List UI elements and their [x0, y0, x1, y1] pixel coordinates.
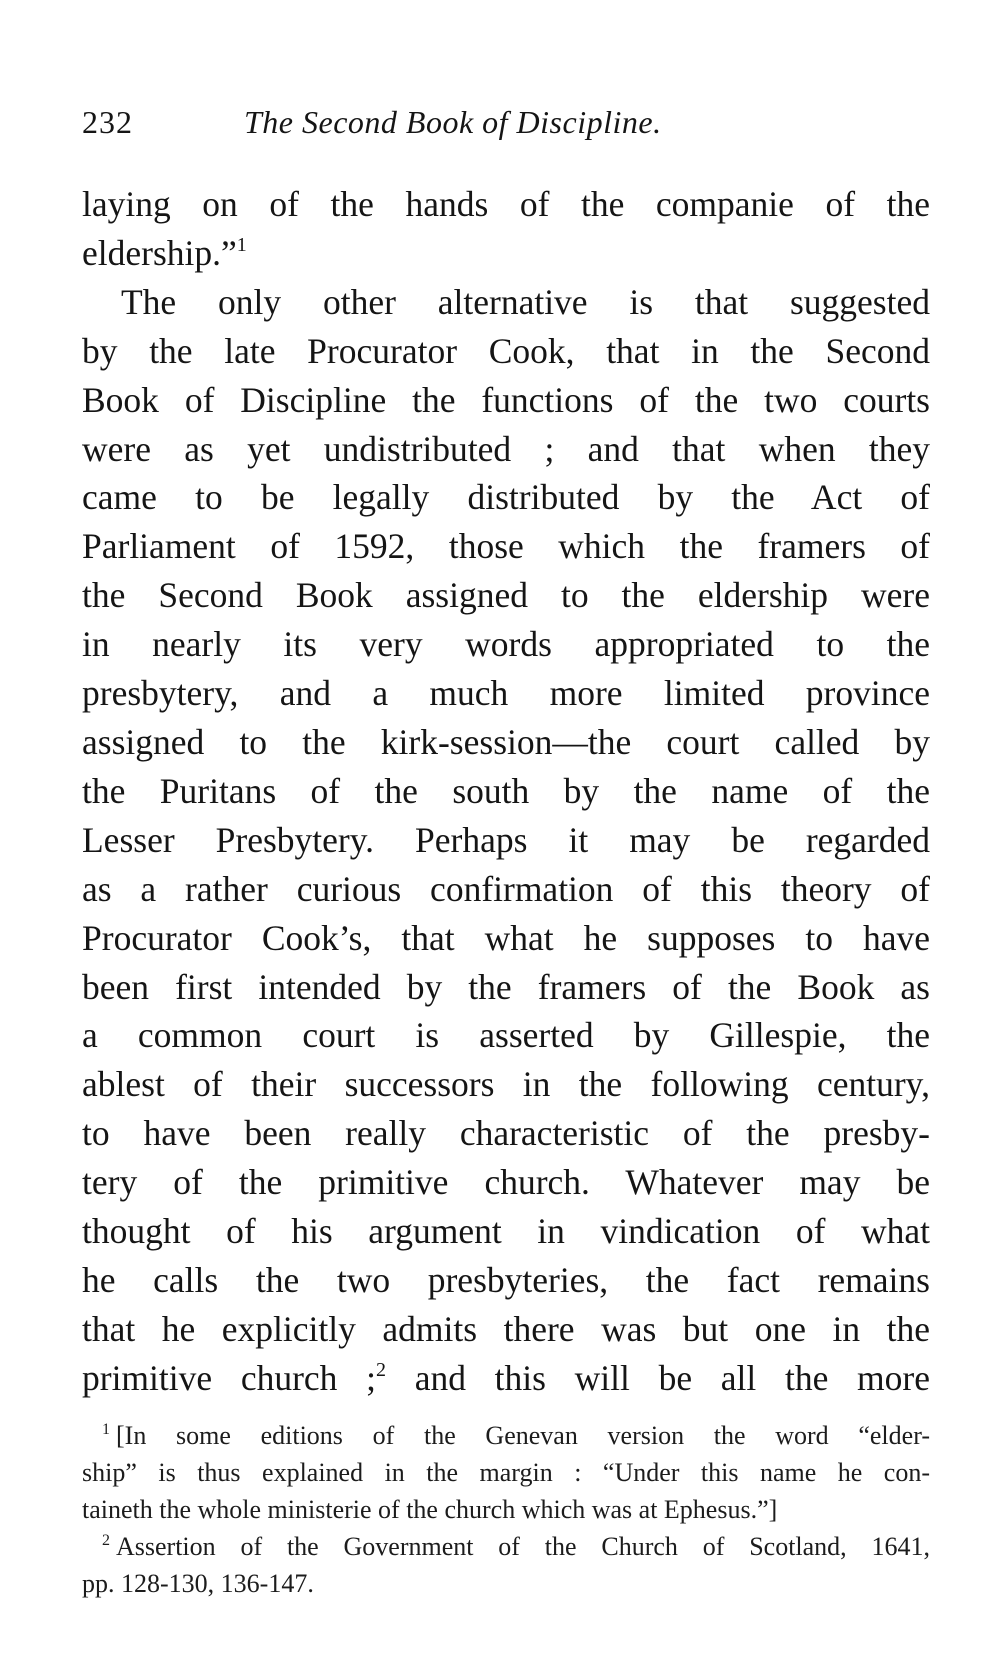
line-text: to have been really characteristic of the presby-	[82, 1113, 930, 1154]
line-text: eldership.”	[82, 232, 237, 273]
footnote-text: ship” is thus explained in the margin : “Under this name he con-	[82, 1457, 930, 1487]
text-line	[82, 376, 930, 425]
text-line	[82, 865, 930, 914]
line-text: ablest of their successors in the following century,	[82, 1064, 930, 1105]
line-text: a common court is asserted by Gillespie, the	[82, 1015, 930, 1056]
footnote-text: Assertion of the Government of the Church of Scotland, 1641,	[116, 1531, 930, 1561]
footnote-text: [In some editions of the Genevan version the word “elder-	[116, 1420, 930, 1450]
text-line	[82, 1305, 930, 1354]
line-text-continued: and this will be all the more	[386, 1357, 930, 1398]
line-text: came to be legally distributed by the Act of	[82, 477, 930, 518]
text-line	[82, 669, 930, 718]
line-text: the Puritans of the south by the name of the	[82, 770, 930, 811]
footnote-line	[82, 1417, 930, 1454]
text-line	[82, 571, 930, 620]
text-line	[82, 718, 930, 767]
line-text: Lesser Presbytery. Perhaps it may be regarded	[82, 819, 930, 860]
text-line	[82, 816, 930, 865]
footnote-marker: 2	[102, 1531, 110, 1549]
footnotes	[82, 1417, 930, 1602]
line-text: presbytery, and a much more limited province	[82, 673, 930, 714]
running-header	[82, 80, 930, 140]
text-line	[82, 1256, 930, 1305]
text-line	[82, 327, 930, 376]
text-line	[82, 278, 930, 327]
line-text: were as yet undistributed ; and that when they	[82, 428, 930, 469]
line-text: Parliament of 1592, those which the framers of	[82, 526, 930, 567]
page-number: 232	[82, 104, 133, 140]
line-text: Procurator Cook’s, that what he supposes to have	[82, 917, 930, 958]
footnote-text: taineth the whole ministerie of the church which was at Ephesus.”]	[82, 1494, 778, 1524]
text-line	[82, 1060, 930, 1109]
running-title: The Second Book of Discipline.	[244, 104, 662, 140]
footnote-line	[82, 1454, 930, 1491]
footnote-reference: 2	[376, 1358, 386, 1381]
text-line	[82, 473, 930, 522]
footnote-text: pp. 128-130, 136-147.	[82, 1568, 314, 1598]
book-page	[82, 80, 930, 1602]
text-line	[82, 767, 930, 816]
text-line	[82, 1207, 930, 1256]
line-text: that he explicitly admits there was but one in the	[82, 1308, 930, 1349]
text-line	[82, 1354, 930, 1403]
line-text: the Second Book assigned to the eldership were	[82, 575, 930, 616]
line-text: thought of his argument in vindication of what	[82, 1211, 930, 1252]
line-text: tery of the primitive church. Whatever may be	[82, 1162, 930, 1203]
footnote-marker: 1	[102, 1420, 110, 1438]
text-line	[82, 620, 930, 669]
text-line	[82, 522, 930, 571]
line-text: by the late Procurator Cook, that in the Second	[82, 330, 930, 371]
text-line	[82, 1109, 930, 1158]
body-text	[82, 180, 930, 1403]
footnote-line	[82, 1565, 930, 1602]
line-text: Book of Discipline the functions of the two courts	[82, 379, 930, 420]
text-line	[82, 180, 930, 229]
text-line	[82, 1158, 930, 1207]
line-text: primitive church ;	[82, 1357, 376, 1398]
line-text: laying on of the hands of the companie of the	[82, 184, 930, 224]
line-text: in nearly its very words appropriated to the	[82, 624, 930, 665]
line-text: been first intended by the framers of the Book as	[82, 966, 930, 1007]
footnote-reference: 1	[236, 233, 247, 256]
text-line	[82, 963, 930, 1012]
footnote-line	[82, 1528, 930, 1565]
text-line	[82, 229, 930, 278]
text-line	[82, 914, 930, 963]
line-text: as a rather curious confirmation of this theory of	[82, 868, 930, 909]
line-text: he calls the two presbyteries, the fact remains	[82, 1259, 930, 1300]
text-line	[82, 425, 930, 474]
text-line	[82, 1011, 930, 1060]
line-text: assigned to the kirk-session—the court called by	[82, 721, 930, 762]
footnote-line	[82, 1491, 930, 1528]
line-text: The only other alternative is that suggested	[121, 281, 930, 322]
